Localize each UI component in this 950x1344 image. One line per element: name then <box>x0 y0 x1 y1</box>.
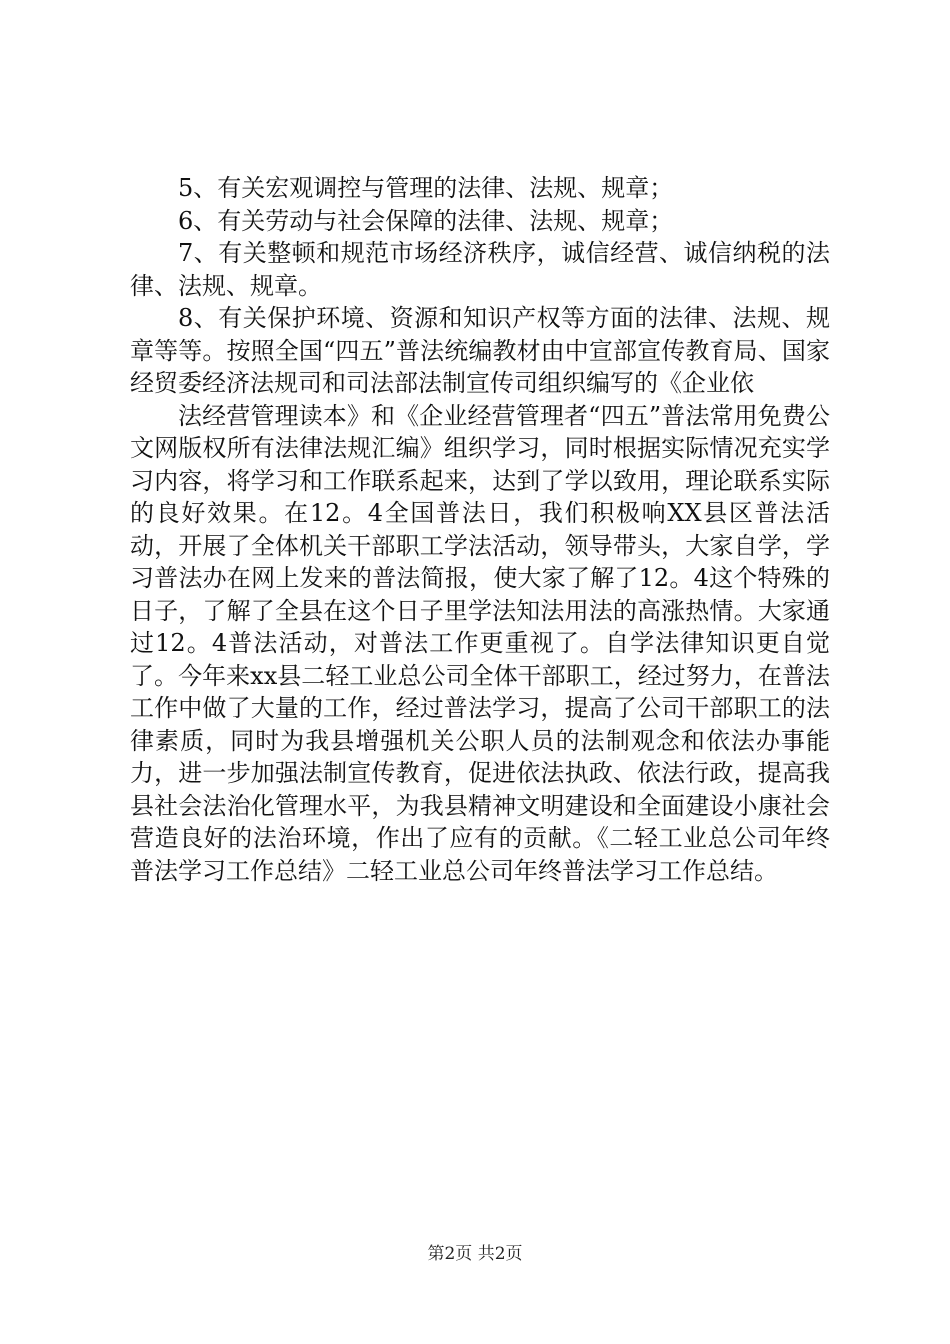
paragraph-item-8: 8、有关保护环境、资源和知识产权等方面的法律、法规、规章等等。按照全国“四五”普法统编教材由中宣部宣传教育局、国家经贸委经济法规司和司法部法制宣传司组织编写的《企业依 <box>130 304 830 397</box>
document-body <box>130 172 830 887</box>
paragraph-summary: 法经营管理读本》和《企业经营管理者“四五”普法常用免费公文网版权所有法律法规汇编》组织学习，同时根据实际情况充实学习内容，将学习和工作联系起来，达到了学以致用，理论联系实际的良好效果。在12。4全国普法日，我们积极响XX县区普法活动，开展了全体机关干部职工学法活动，领导带头，大家自学，学习普法办在网上发来的普法简报，使大家了解了12。4这个特殊的日子，了解了全县在这个日子里学法知法用法的高涨热情。大家通过12。4普法活动，对普法工作更重视了。自学法律知识更自觉了。今年来xx县二轻工业总公司全体干部职工，经过努力，在普法工作中做了大量的工作，经过普法学习，提高了公司干部职工的法律素质，同时为我县增强机关公职人员的法制观念和依法办事能力，进一步加强法制宣传教育，促进依法执政、依法行政，提高我县社会法治化管理水平，为我县精神文明建设和全面建设小康社会营造良好的法治环境，作出了应有的贡献。《二轻工业总公司年终普法学习工作总结》二轻工业总公司年终普法学习工作总结。 <box>130 401 830 885</box>
paragraph-item-6: 6、有关劳动与社会保障的法律、法规、规章； <box>178 206 674 235</box>
page-number-footer: 第2页 共2页 <box>427 1244 523 1264</box>
paragraph-item-5: 5、有关宏观调控与管理的法律、法规、规章； <box>178 174 674 202</box>
paragraph-item-7: 7、有关整顿和规范市场经济秩序，诚信经营、诚信纳税的法律、法规、规章。 <box>130 239 830 300</box>
